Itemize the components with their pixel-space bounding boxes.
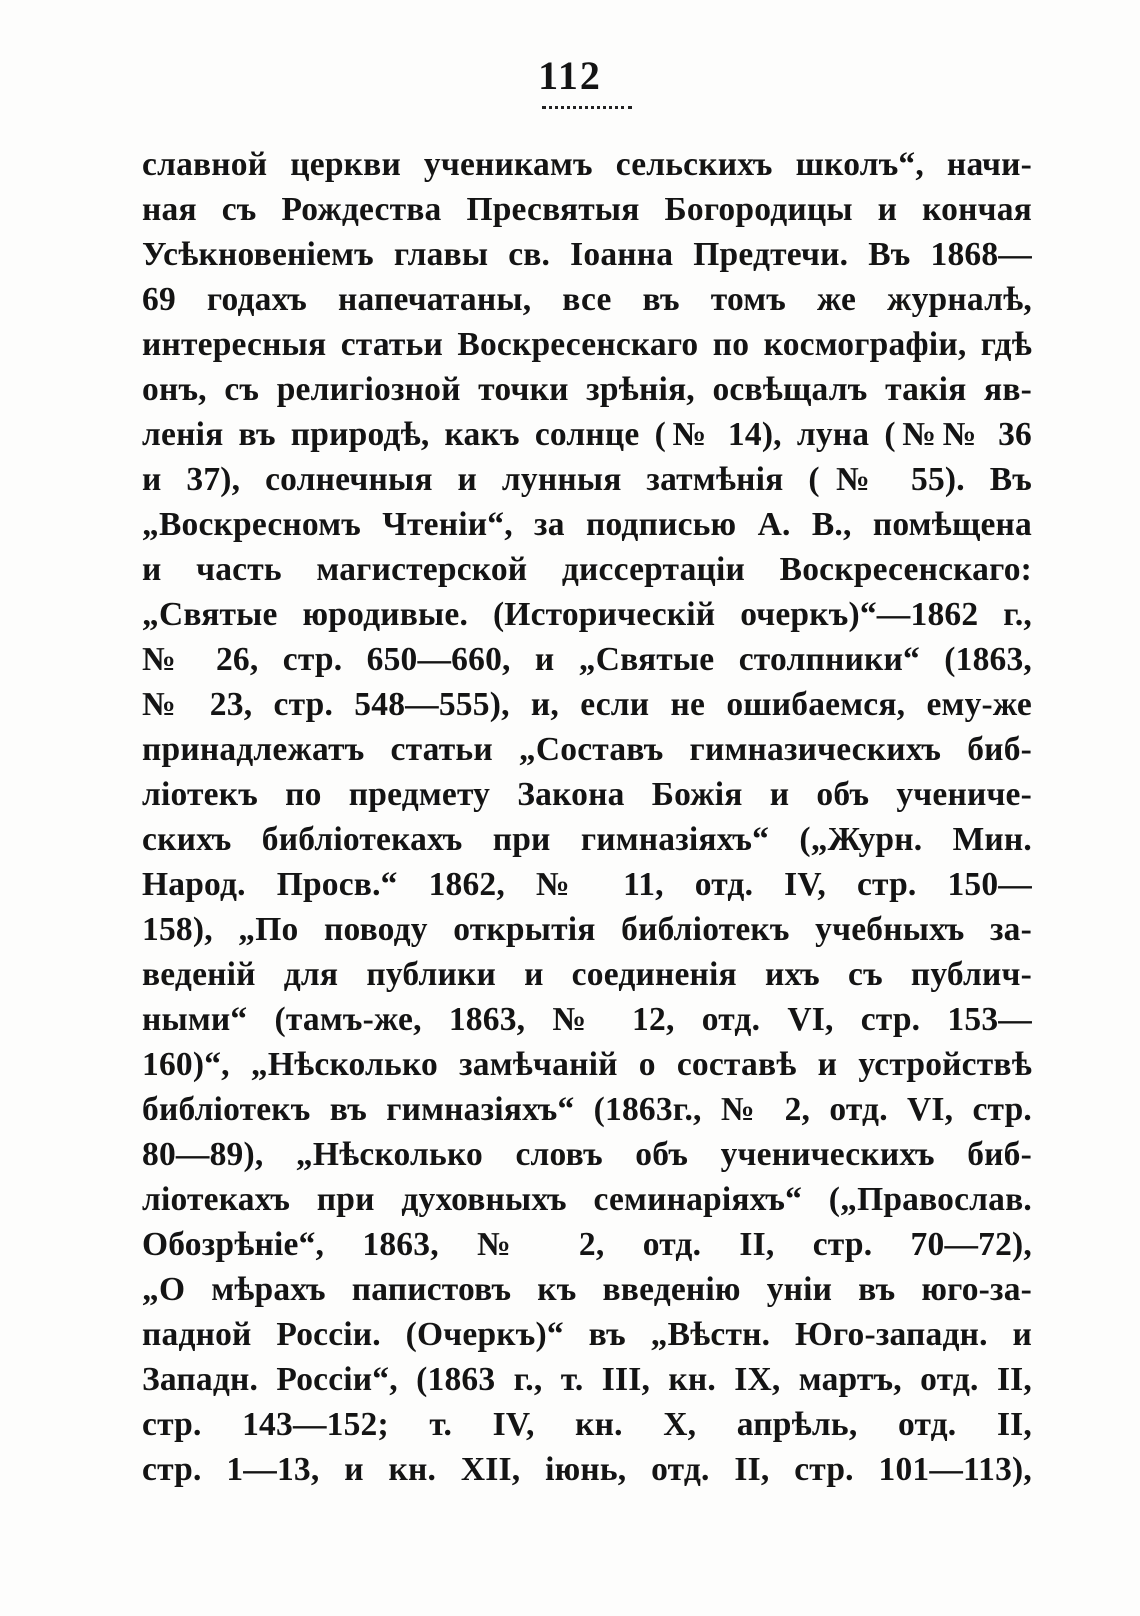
text-line: № 23, стр. 548—555), и, если не ошибаемся, ему-же — [142, 686, 1032, 723]
page-number-rule — [542, 106, 632, 109]
text-line: и 37), солнечныя и лунныя затмѣнія (№ 55). Въ — [142, 461, 1032, 498]
text-line: ленія въ природѣ, какъ солнце (№ 14), луна (№№ 36 — [142, 416, 1032, 453]
text-line: 160)“, „Нѣсколько замѣчаній о составѣ и устройствѣ — [142, 1046, 1032, 1083]
text-line: 69 годахъ напечатаны, все въ томъ же журналѣ, — [142, 281, 1032, 318]
text-line: славной церкви ученикамъ сельскихъ школъ“, начи- — [142, 146, 1032, 183]
body-text — [142, 142, 1032, 1492]
text-line: Западн. Россіи“, (1863 г., т. III, кн. IX, мартъ, отд. II, — [142, 1361, 1032, 1398]
text-line: ная съ Рождества Пресвятыя Богородицы и кончая — [142, 191, 1032, 228]
text-line: „Святые юродивые. (Историческій очеркъ)“—1862 г., — [142, 596, 1032, 633]
text-line: библіотекъ въ гимназіяхъ“ (1863г., № 2, отд. VI, стр. — [142, 1091, 1032, 1128]
text-line: принадлежатъ статьи „Составъ гимназическихъ биб- — [142, 731, 1032, 768]
text-line: № 26, стр. 650—660, и „Святые столпники“ (1863, — [142, 641, 1032, 678]
text-line: ными“ (тамъ-же, 1863, № 12, отд. VI, стр. 153— — [142, 1001, 1032, 1038]
text-line: Народ. Просв.“ 1862, № 11, отд. IV, стр. 150— — [142, 866, 1032, 903]
text-line: „О мѣрахъ папистовъ къ введенію уніи въ юго-за- — [142, 1271, 1032, 1308]
page-number: 112 — [538, 53, 602, 98]
text-line: ліотекахъ при духовныхъ семинаріяхъ“ („Православ. — [142, 1181, 1032, 1218]
text-line: онъ, съ религіозной точки зрѣнія, освѣщалъ такія яв- — [142, 371, 1032, 408]
text-line: интересныя статьи Воскресенскаго по космографіи, гдѣ — [142, 326, 1032, 363]
text-line: скихъ библіотекахъ при гимназіяхъ“ („Журн. Мин. — [142, 821, 1032, 858]
text-line: стр. 1—13, и кн. XII, іюнь, отд. II, стр. 101—113), — [142, 1451, 1032, 1488]
text-line: 158), „По поводу открытія библіотекъ учебныхъ за- — [142, 911, 1032, 948]
text-line: Усѣкновеніемъ главы св. Іоанна Предтечи. Въ 1868— — [142, 236, 1032, 273]
text-line: „Воскресномъ Чтеніи“, за подписью А. В., помѣщена — [142, 506, 1032, 543]
text-line: 80—89), „Нѣсколько словъ объ ученическихъ биб- — [142, 1136, 1032, 1173]
text-line: Обозрѣніе“, 1863, № 2, отд. II, стр. 70—72), — [142, 1226, 1032, 1263]
text-line: стр. 143—152; т. IV, кн. X, апрѣль, отд. II, — [142, 1406, 1032, 1443]
text-line: падной Россіи. (Очеркъ)“ въ „Вѣстн. Юго-западн. и — [142, 1316, 1032, 1353]
text-line: и часть магистерской диссертаціи Воскресенскаго: — [142, 551, 1032, 588]
text-line: веденій для публики и соединенія ихъ съ публич- — [142, 956, 1032, 993]
text-line: ліотекъ по предмету Закона Божія и объ учениче- — [142, 776, 1032, 813]
